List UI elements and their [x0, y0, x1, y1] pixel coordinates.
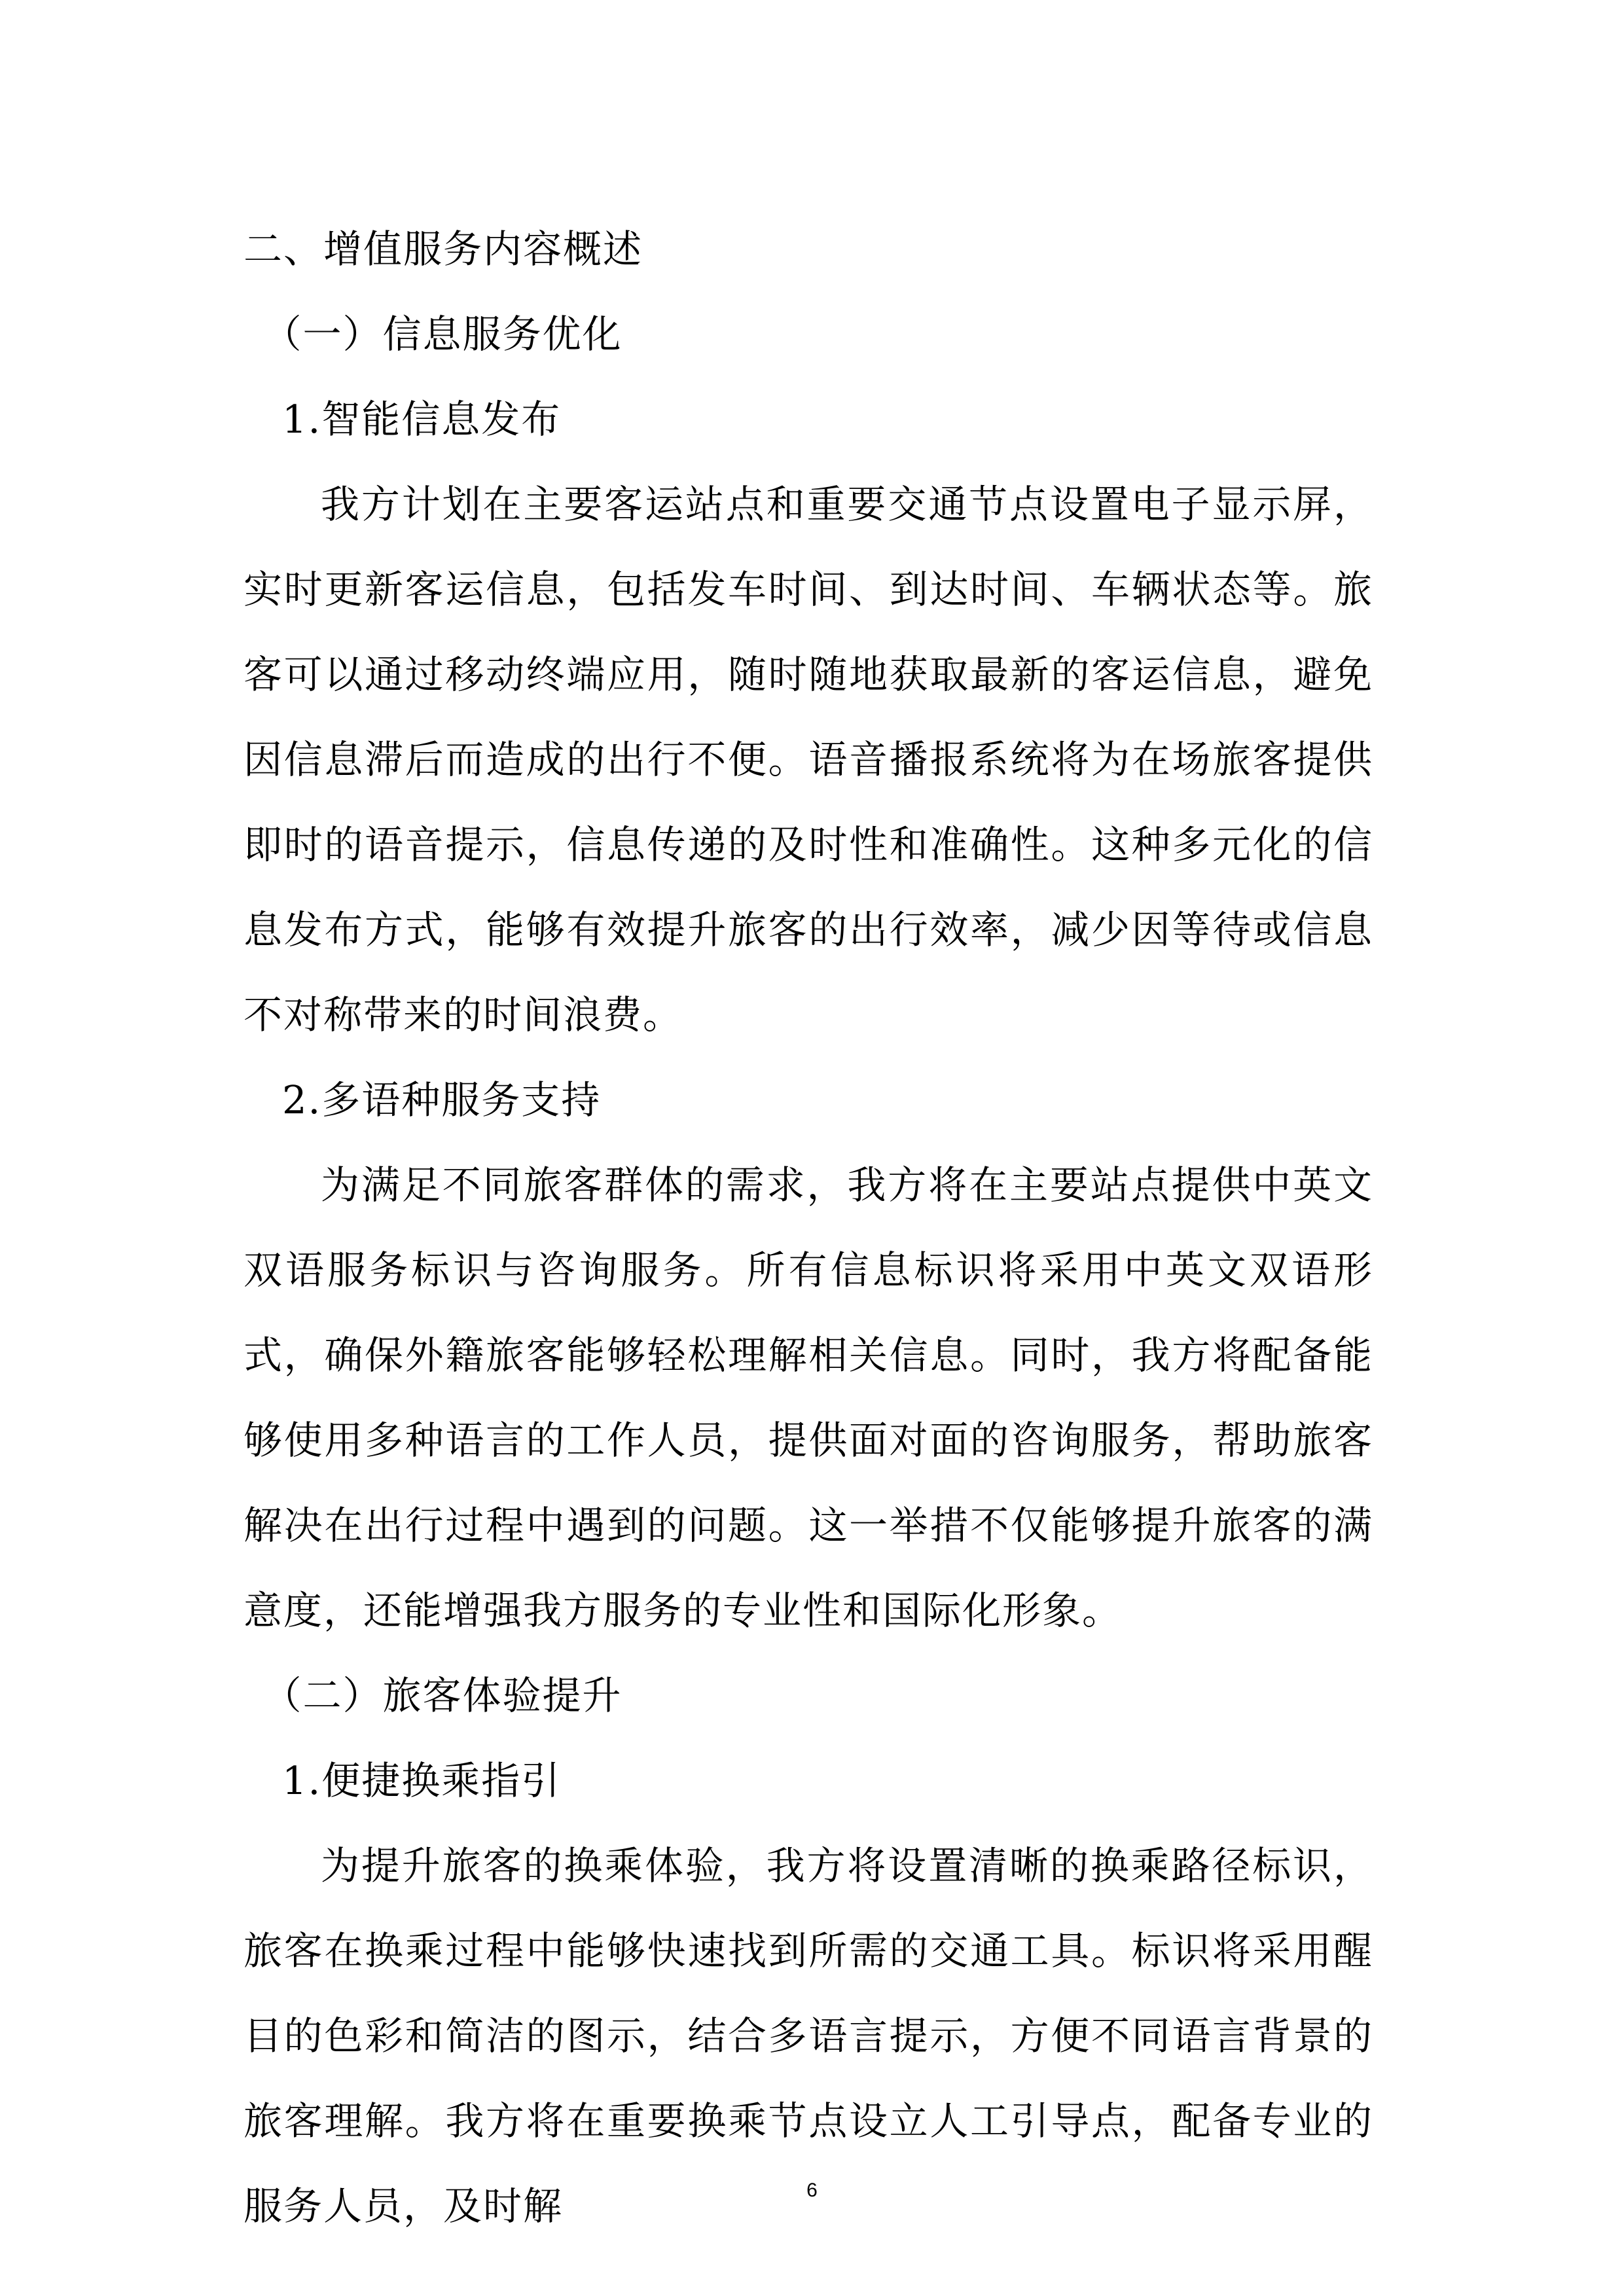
- body-paragraph: 为提升旅客的换乘体验，我方将设置清晰的换乘路径标识，旅客在换乘过程中能够快速找到所需的交通工具。标识将采用醒目的色彩和简洁的图示，结合多语言提示，方便不同语言背景的旅客理解。我方将在重要换乘节点设立人工引导点，配备专业的服务人员，及时解: [244, 1843, 1373, 2229]
- page-number: 6: [806, 2179, 818, 2201]
- item-heading: 1.便捷换乘指引: [282, 1758, 562, 1803]
- body-paragraph: 为满足不同旅客群体的需求，我方将在主要站点提供中英文双语服务标识与咨询服务。所有信息标识将采用中英文双语形式，确保外籍旅客能够轻松理解相关信息。同时，我方将配备能够使用多种语言的工作人员，提供面对面的咨询服务，帮助旅客解决在出行过程中遇到的问题。这一举措不仅能够提升旅客的满意度，还能增强我方服务的专业性和国际化形象。: [244, 1162, 1373, 1633]
- item-heading: 2.多语种服务支持: [282, 1077, 602, 1122]
- body-paragraph: 我方计划在主要客运站点和重要交通节点设置电子显示屏，实时更新客运信息，包括发车时间、到达时间、车辆状态等。旅客可以通过移动终端应用，随时随地获取最新的客运信息，避免因信息滞后而造成的出行不便。语音播报系统将为在场旅客提供即时的语音提示，信息传递的及时性和准确性。这种多元化的信息发布方式，能够有效提升旅客的出行效率，减少因等待或信息不对称带来的时间浪费。: [244, 482, 1373, 1037]
- subsection-heading: （二）旅客体验提升: [262, 1673, 623, 1718]
- item-heading: 1.智能信息发布: [282, 397, 562, 442]
- document-page: [244, 207, 1373, 2249]
- section-heading: 二、增值服务内容概述: [244, 226, 643, 272]
- subsection-heading: （一）信息服务优化: [262, 312, 623, 357]
